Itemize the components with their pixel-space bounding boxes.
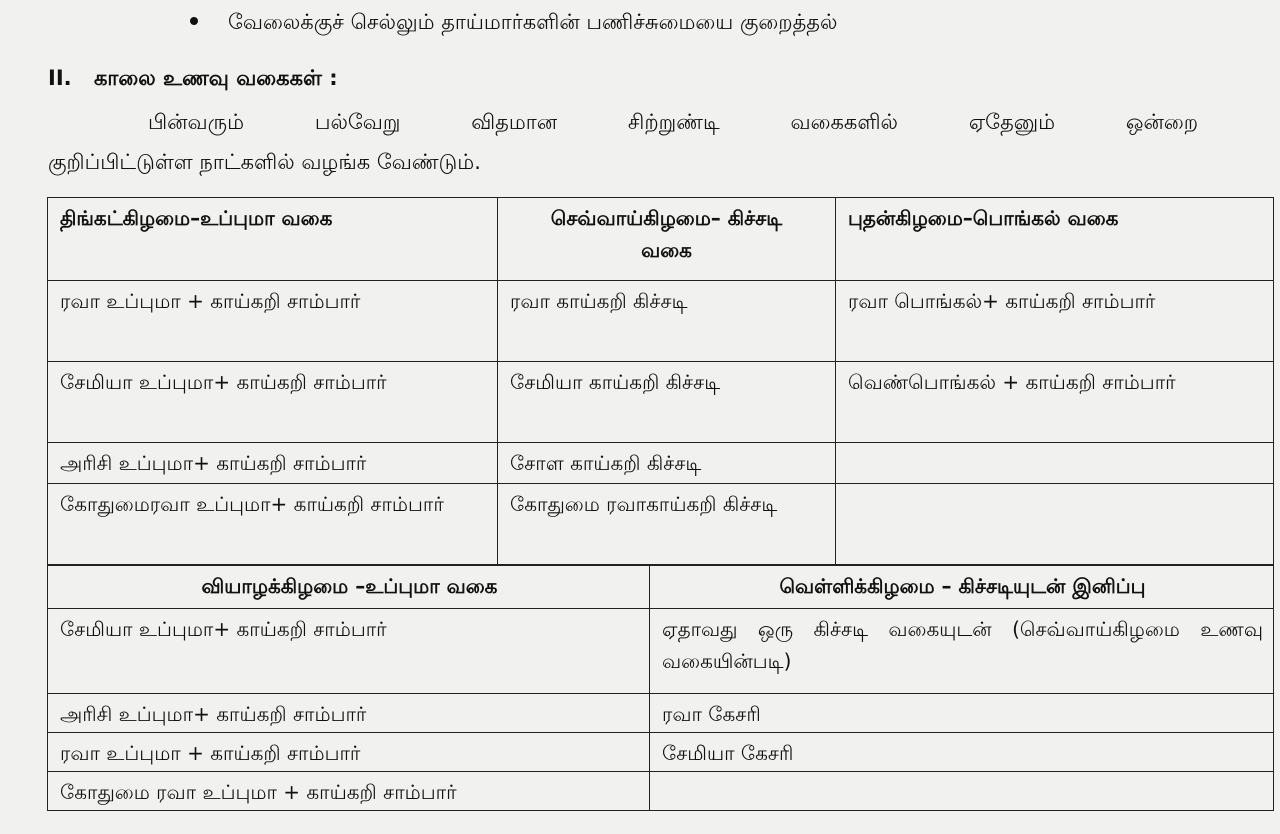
table-row: [48, 733, 1274, 772]
table-cell: சேமியா கேசரி: [650, 733, 1274, 772]
table-cell: [836, 443, 1274, 484]
table-header-row: [48, 198, 1274, 281]
table-cell: கோதுமை ரவா உப்புமா + காய்கறி சாம்பார்: [48, 772, 650, 811]
table-cell: அரிசி உப்புமா+ காய்கறி சாம்பார்: [48, 443, 498, 484]
section-number: II.: [48, 66, 72, 90]
table-cell: கோதுமைரவா உப்புமா+ காய்கறி சாம்பார்: [48, 484, 498, 565]
table-cell: வெண்பொங்கல் + காய்கறி சாம்பார்: [836, 362, 1274, 443]
table-cell: சேமியா காய்கறி கிச்சடி: [498, 362, 836, 443]
table-cell: ஏதாவது ஒரு கிச்சடி வகையுடன் (செவ்வாய்கிழமை உணவு வகையின்படி): [650, 609, 1274, 694]
paragraph-line-1: பின்வரும் பல்வேறு விதமான சிற்றுண்டி வகைகளில் ஏதேனும் ஒன்றை: [148, 110, 1198, 134]
table-row: [48, 694, 1274, 733]
table-cell: சேமியா உப்புமா+ காய்கறி சாம்பார்: [48, 362, 498, 443]
table-cell: [650, 772, 1274, 811]
table-row: [48, 281, 1274, 362]
table-cell: [836, 484, 1274, 565]
paragraph-line-2: குறிப்பிட்டுள்ள நாட்களில் வழங்க வேண்டும்.: [48, 150, 481, 174]
table-cell: ரவா காய்கறி கிச்சடி: [498, 281, 836, 362]
menu-table-thu-fri: [47, 565, 1274, 811]
header-thursday: வியாழக்கிழமை –உப்புமா வகை: [48, 566, 650, 609]
header-monday: திங்கட்கிழமை–உப்புமா வகை: [48, 198, 498, 281]
menu-table-mon-wed: [47, 197, 1274, 565]
table-cell: ரவா பொங்கல்+ காய்கறி சாம்பார்: [836, 281, 1274, 362]
section-heading: [48, 66, 338, 93]
table-cell: ரவா உப்புமா + காய்கறி சாம்பார்: [48, 733, 650, 772]
table-cell: கோதுமை ரவாகாய்கறி கிச்சடி: [498, 484, 836, 565]
table-row: [48, 772, 1274, 811]
instruction-paragraph: [48, 102, 1198, 182]
table-row: [48, 609, 1274, 694]
table-cell: ரவா கேசரி: [650, 694, 1274, 733]
header-friday: வெள்ளிக்கிழமை – கிச்சடியுடன் இனிப்பு: [650, 566, 1274, 609]
bullet-icon: [190, 17, 198, 25]
bullet-line: [190, 10, 837, 37]
header-tuesday: செவ்வாய்கிழமை– கிச்சடி வகை: [498, 198, 836, 281]
bullet-text: வேலைக்குச் செல்லும் தாய்மார்களின் பணிச்சுமையை குறைத்தல்: [228, 10, 838, 34]
table-cell: ரவா உப்புமா + காய்கறி சாம்பார்: [48, 281, 498, 362]
table-cell: அரிசி உப்புமா+ காய்கறி சாம்பார்: [48, 694, 650, 733]
section-title: காலை உணவு வகைகள் :: [94, 66, 338, 90]
table-cell: சோள காய்கறி கிச்சடி: [498, 443, 836, 484]
table-row: [48, 362, 1274, 443]
table-cell: சேமியா உப்புமா+ காய்கறி சாம்பார்: [48, 609, 650, 694]
table-row: [48, 484, 1274, 565]
table-row: [48, 443, 1274, 484]
table-header-row: [48, 566, 1274, 609]
header-wednesday: புதன்கிழமை–பொங்கல் வகை: [836, 198, 1274, 281]
